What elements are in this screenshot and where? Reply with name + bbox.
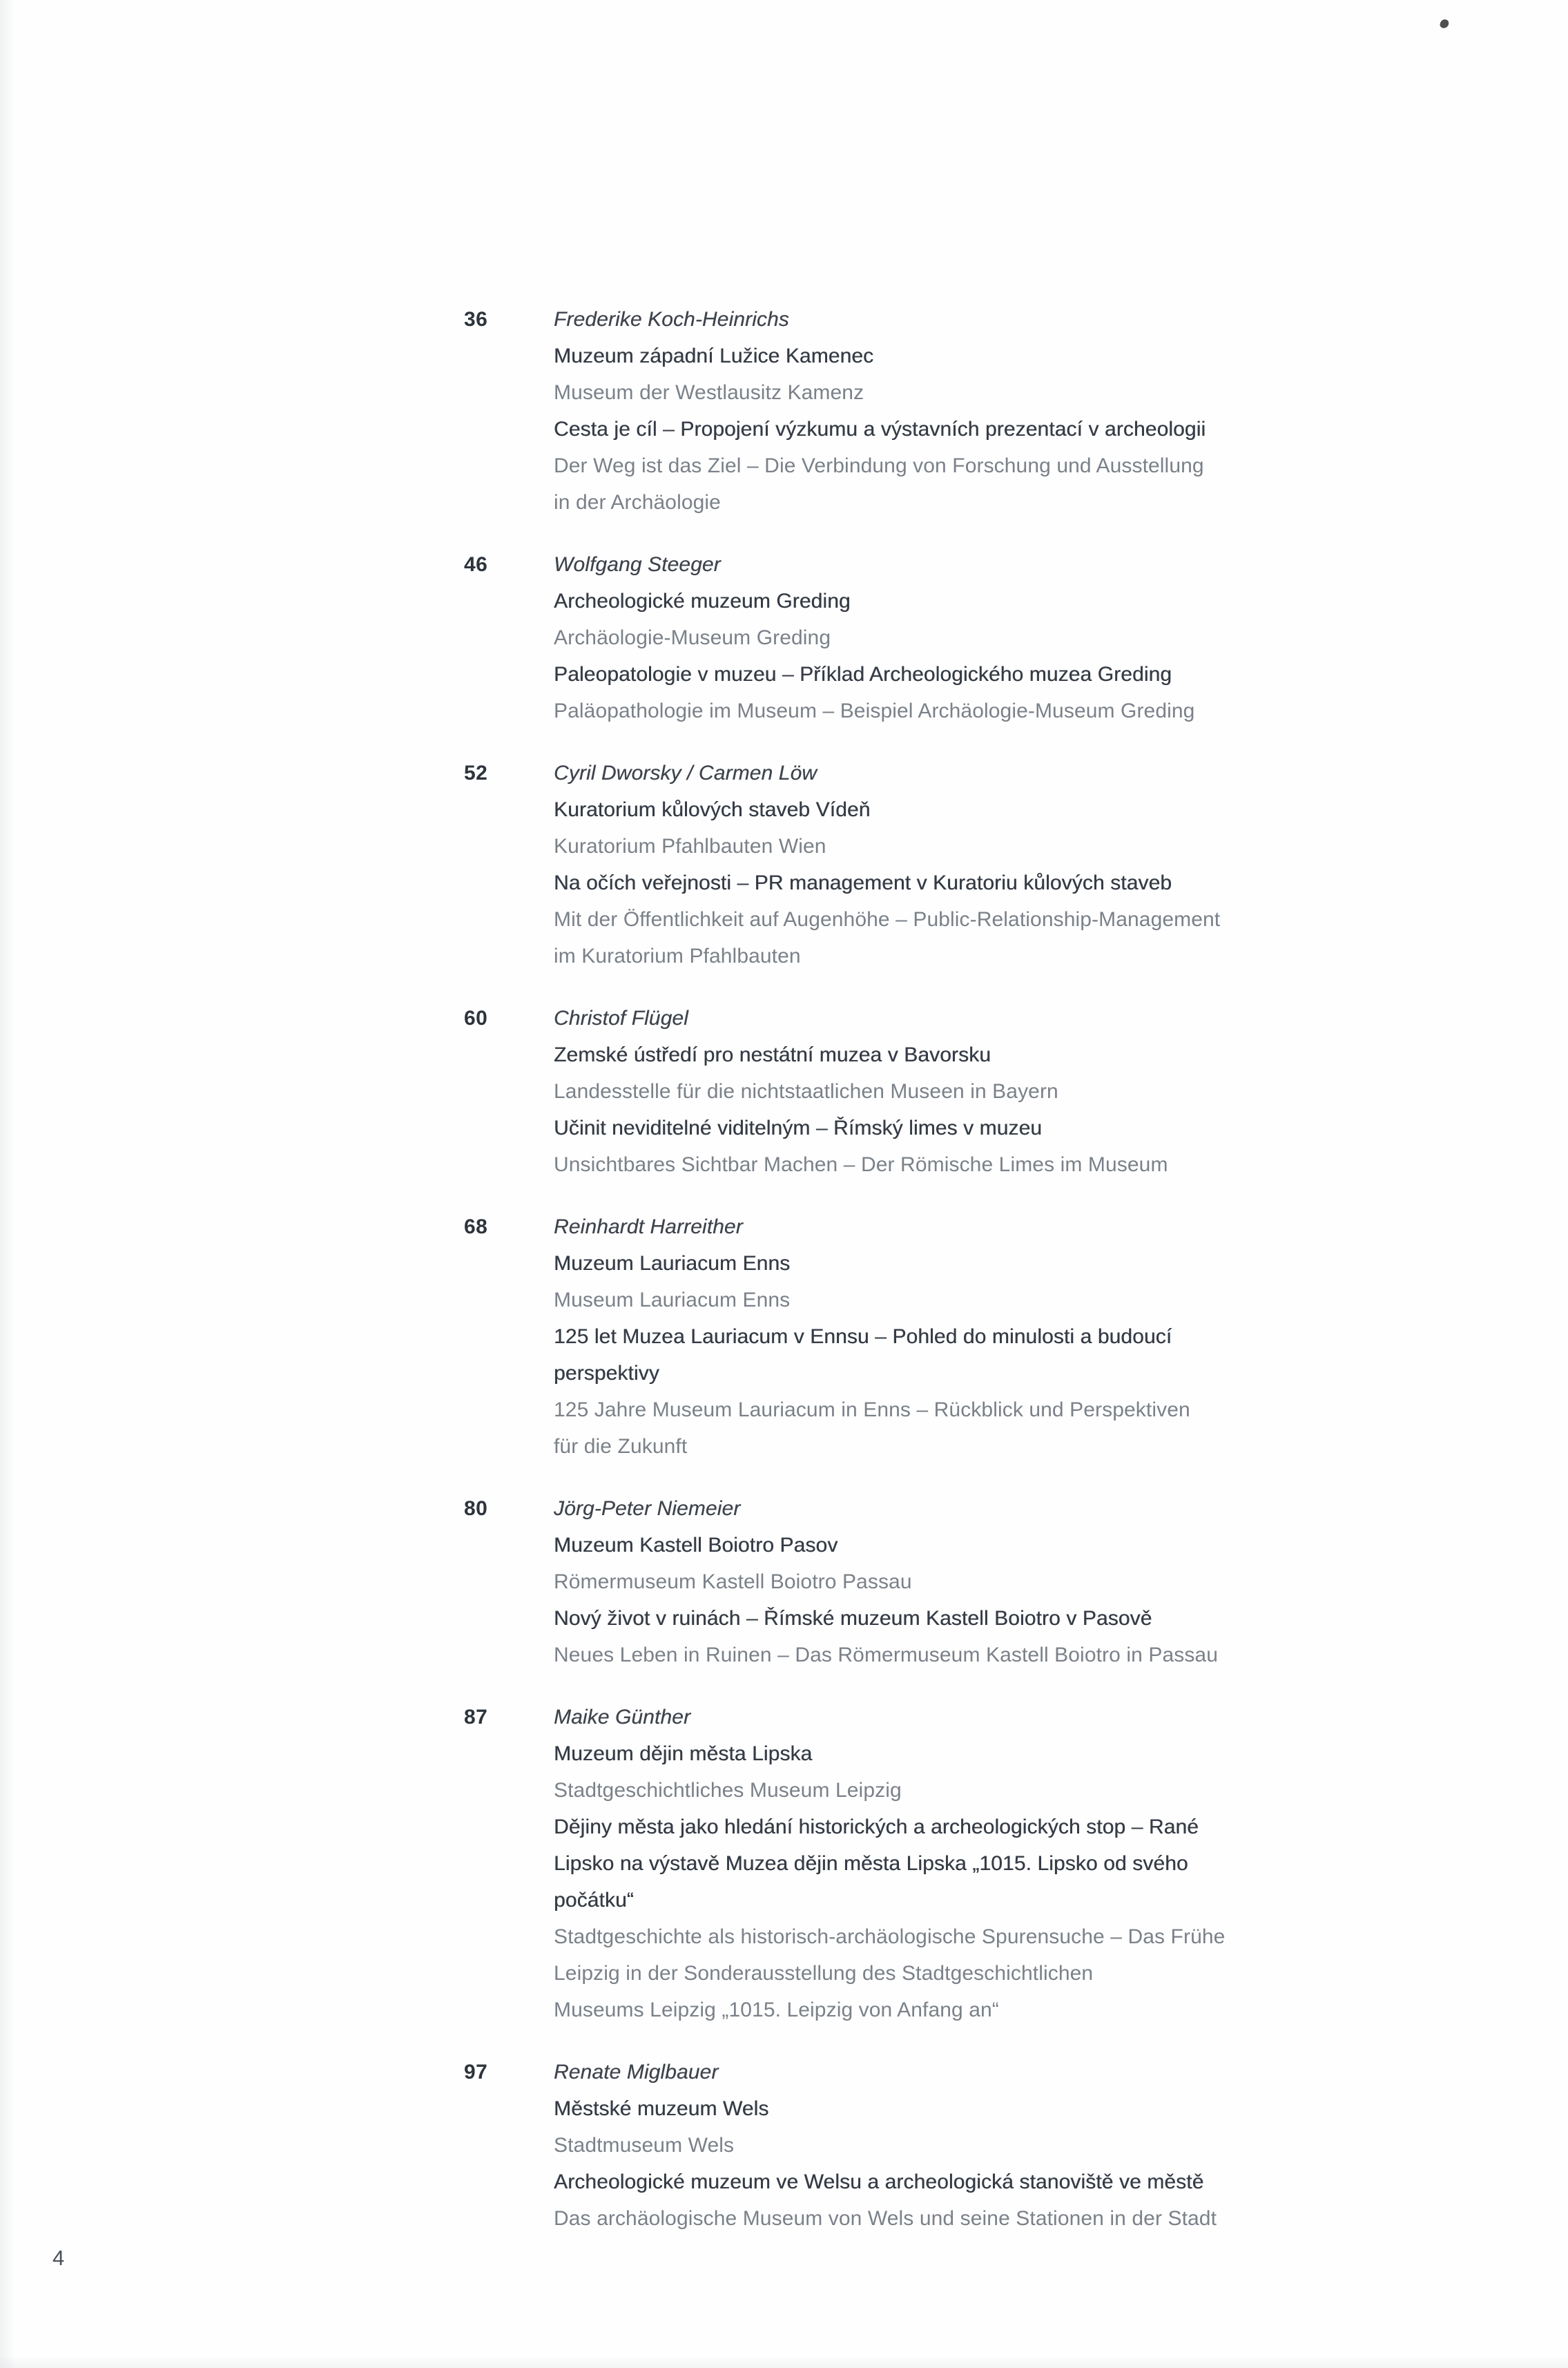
toc-entry-body: [554, 546, 1444, 729]
toc-entry-title-de-line: Museums Leipzig „1015. Leipzig von Anfang an“: [554, 1999, 999, 2021]
toc-entry-author: Renate Miglbauer: [554, 2061, 719, 2083]
toc-entry-body: [554, 1490, 1444, 1673]
toc-entry-body: [554, 301, 1444, 521]
toc-entry-museum-cs: Muzeum dějin města Lipska: [554, 1742, 813, 1765]
toc-entry-body: [554, 2054, 1444, 2237]
toc-entry-page-number: 97: [464, 2061, 488, 2083]
toc-entry-page-number: 60: [464, 1007, 488, 1030]
toc-entry: [464, 301, 1444, 521]
toc-entry: [464, 546, 1444, 729]
toc-entry-title-cs-line: perspektivy: [554, 1362, 659, 1385]
toc-entry-title-de-line: in der Archäologie: [554, 491, 721, 514]
toc-entry-author: Frederike Koch-Heinrichs: [554, 308, 789, 331]
toc-entry-museum-de: Archäologie-Museum Greding: [554, 626, 831, 649]
toc-entry-title-de-line: 125 Jahre Museum Lauriacum in Enns – Rückblick und Perspektiven: [554, 1398, 1190, 1421]
toc-entry-body: [554, 755, 1444, 974]
toc-entry-author: Cyril Dworsky / Carmen Löw: [554, 762, 817, 784]
toc-entry-body: [554, 1209, 1444, 1465]
toc-entry-museum-de: Museum der Westlausitz Kamenz: [554, 381, 864, 404]
toc-entry-author: Christof Flügel: [554, 1007, 688, 1030]
toc-entry: [464, 755, 1444, 974]
toc-entry-title-de-line: Der Weg ist das Ziel – Die Verbindung von Forschung und Ausstellung: [554, 454, 1204, 477]
ink-speck: [1439, 18, 1450, 29]
toc-entry-title-cs-line: Lipsko na výstavě Muzea dějin města Lipska „1015. Lipsko od svého: [554, 1852, 1188, 1875]
toc-entry-title-cs-line: Archeologické muzeum ve Welsu a archeologická stanoviště ve městě: [554, 2170, 1204, 2193]
toc-entry-title-cs-line: Na očích veřejnosti – PR management v Kuratoriu kůlových staveb: [554, 872, 1172, 894]
toc-entry-museum-cs: Zemské ústředí pro nestátní muzea v Bavorsku: [554, 1043, 991, 1066]
toc-entry-museum-de: Stadtgeschichtliches Museum Leipzig: [554, 1779, 902, 1802]
toc-entry-title-cs-line: Učinit neviditelné viditelným – Římský limes v muzeu: [554, 1117, 1043, 1139]
toc-entry: [464, 1490, 1444, 1673]
toc-entry-museum-de: Römermuseum Kastell Boiotro Passau: [554, 1570, 912, 1593]
toc-entry-page-number: 87: [464, 1706, 488, 1729]
toc-entry-page-number: 68: [464, 1215, 488, 1238]
toc-entry-title-cs-line: Nový život v ruinách – Římské muzeum Kastell Boiotro v Pasově: [554, 1607, 1152, 1630]
toc-entry-title-de-line: Stadtgeschichte als historisch-archäologische Spurensuche – Das Frühe: [554, 1925, 1226, 1948]
toc-entry-body: [554, 1000, 1444, 1183]
toc-entry-title-de-line: Das archäologische Museum von Wels und seine Stationen in der Stadt: [554, 2207, 1217, 2230]
toc-entry-title-de-line: Leipzig in der Sonderausstellung des Stadtgeschichtlichen: [554, 1962, 1094, 1985]
toc-entry-title-cs-line: počátku“: [554, 1889, 634, 1912]
toc-entry-page-number: 46: [464, 553, 488, 576]
toc-entry-title-cs-line: 125 let Muzea Lauriacum v Ennsu – Pohled do minulosti a budoucí: [554, 1325, 1172, 1348]
toc-entry-museum-de: Landesstelle für die nichtstaatlichen Museen in Bayern: [554, 1080, 1058, 1103]
toc-entry-title-de-line: im Kuratorium Pfahlbauten: [554, 945, 801, 968]
toc-entry: [464, 1209, 1444, 1465]
toc-entry-title-de-line: Paläopathologie im Museum – Beispiel Archäologie-Museum Greding: [554, 700, 1195, 722]
toc-entry-page-number: 52: [464, 762, 488, 784]
toc-entry-title-de-line: Unsichtbares Sichtbar Machen – Der Römische Limes im Museum: [554, 1153, 1168, 1176]
page-number: 4: [52, 2246, 65, 2270]
toc-entry: [464, 1000, 1444, 1183]
toc-entry: [464, 2054, 1444, 2237]
toc-entry-museum-de: Kuratorium Pfahlbauten Wien: [554, 835, 826, 858]
toc-entry-title-cs-line: Paleopatologie v muzeu – Příklad Archeologického muzea Greding: [554, 663, 1172, 686]
toc-entry-museum-cs: Archeologické muzeum Greding: [554, 590, 851, 613]
toc-entry-title-de-line: Neues Leben in Ruinen – Das Römermuseum Kastell Boiotro in Passau: [554, 1644, 1219, 1666]
toc-entry-museum-cs: Muzeum západní Lužice Kamenec: [554, 345, 874, 367]
toc-entry: [464, 1699, 1444, 2028]
toc-entry-title-de-line: für die Zukunft: [554, 1435, 688, 1458]
toc-entry-museum-cs: Kuratorium kůlových staveb Vídeň: [554, 798, 871, 821]
toc-entry-author: Wolfgang Steeger: [554, 553, 721, 576]
toc-entry-title-cs-line: Cesta je cíl – Propojení výzkumu a výstavních prezentací v archeologii: [554, 418, 1206, 441]
toc-entry-body: [554, 1699, 1444, 2028]
toc-entry-page-number: 80: [464, 1497, 488, 1520]
toc-entry-museum-cs: Muzeum Lauriacum Enns: [554, 1252, 791, 1275]
toc-entry-title-de-line: Mit der Öffentlichkeit auf Augenhöhe – Public-Relationship-Management: [554, 908, 1221, 931]
toc-entry-author: Jörg-Peter Niemeier: [554, 1497, 741, 1520]
toc-entry-museum-de: Museum Lauriacum Enns: [554, 1289, 791, 1311]
toc-entry-museum-de: Stadtmuseum Wels: [554, 2134, 735, 2157]
table-of-contents: [464, 301, 1444, 2262]
toc-entry-title-cs-line: Dějiny města jako hledání historických a archeologických stop – Rané: [554, 1816, 1199, 1838]
toc-entry-author: Maike Günther: [554, 1706, 691, 1729]
toc-entry-page-number: 36: [464, 308, 488, 331]
toc-entry-museum-cs: Muzeum Kastell Boiotro Pasov: [554, 1534, 838, 1557]
toc-entry-museum-cs: Městské muzeum Wels: [554, 2097, 769, 2120]
toc-entry-author: Reinhardt Harreither: [554, 1215, 743, 1238]
